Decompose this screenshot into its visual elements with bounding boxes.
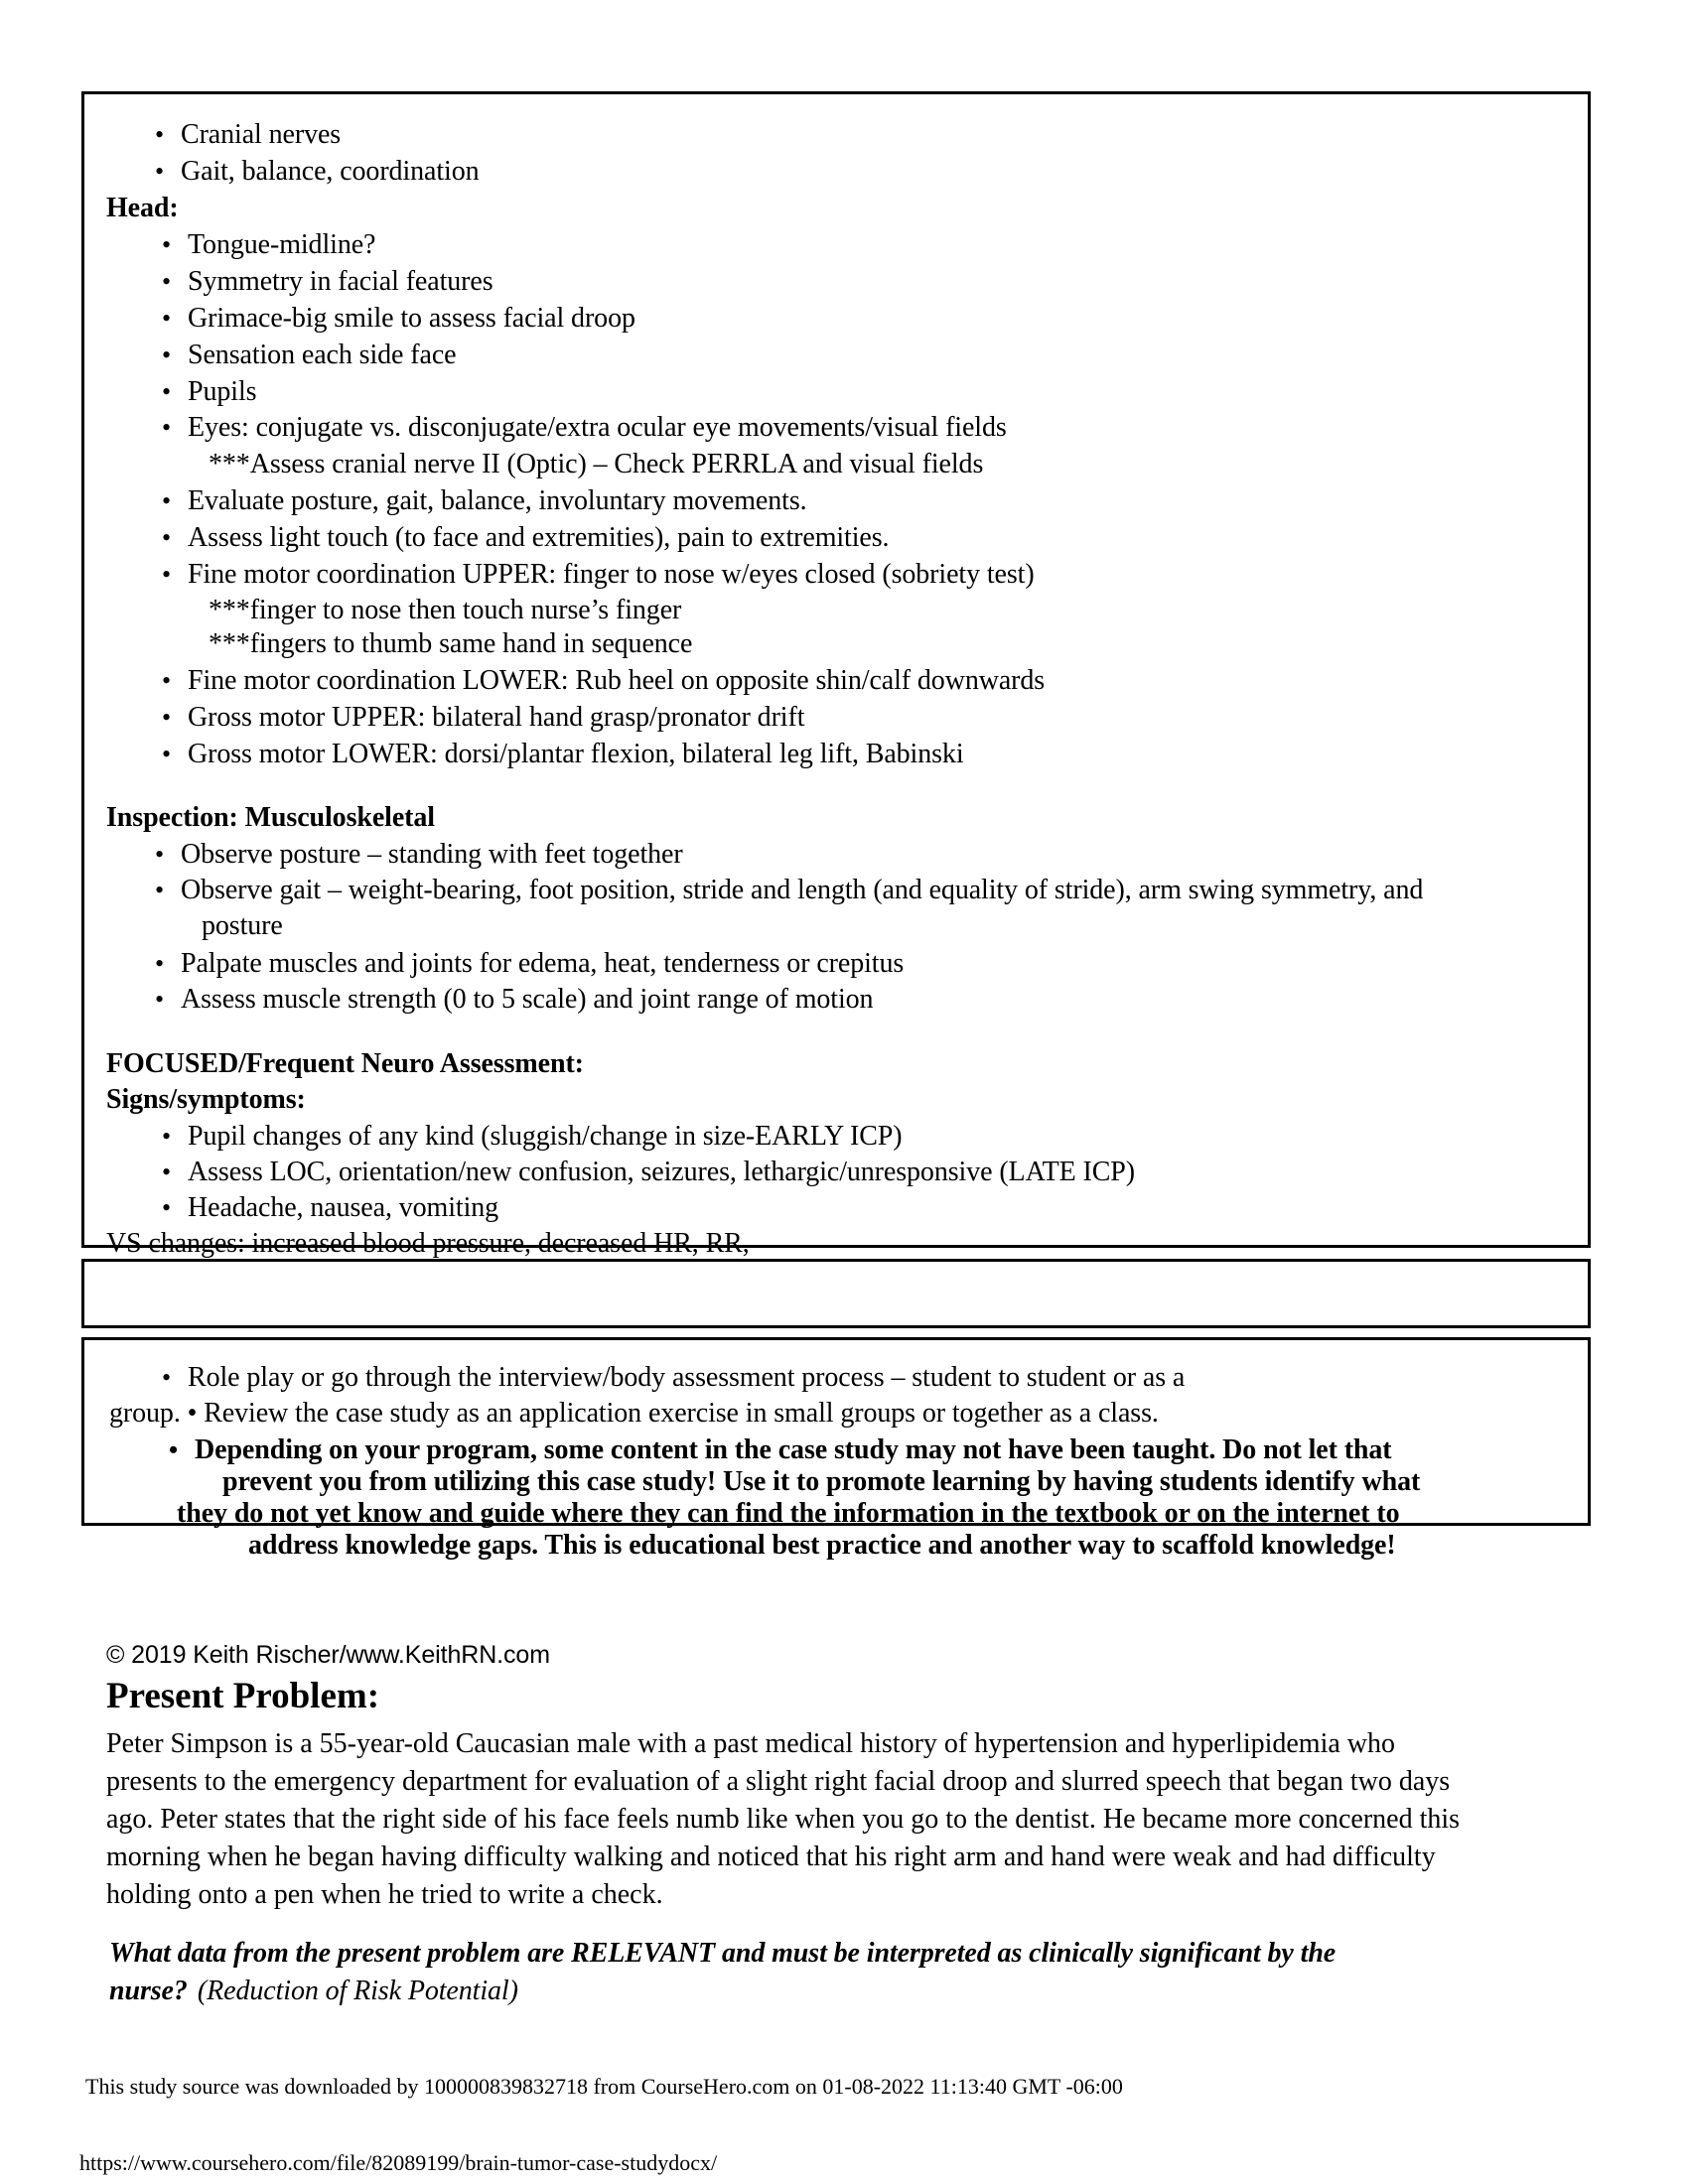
bullet-glyph: • (162, 486, 172, 515)
fine-motor-sub-note-2: ***fingers to thumb same hand in sequence (209, 628, 693, 659)
list-item: Tongue-midline? (188, 229, 376, 260)
bullet-glyph: • (162, 1363, 172, 1392)
bullet-glyph: • (155, 985, 165, 1014)
teaching-bold-line-2: prevent you from utilizing this case study! Use it to promote learning by having students identify what (222, 1466, 1421, 1497)
teaching-bold-line-3: they do not yet know and guide where they can find the information in the textbook or on the internet to (177, 1498, 1400, 1529)
bullet-glyph: • (155, 840, 165, 869)
list-item-wrap: posture (202, 910, 283, 941)
bullet-glyph: • (162, 740, 172, 768)
list-item: Evaluate posture, gait, balance, involuntary movements. (188, 485, 807, 516)
fine-motor-sub-note-1: ***finger to nose then touch nurse’s finger (209, 595, 682, 625)
bullet-glyph: • (155, 157, 165, 186)
list-item: Sensation each side face (188, 340, 457, 370)
teaching-line-1: Role play or go through the interview/body assessment process – student to student or as a (188, 1362, 1186, 1393)
list-item: Gross motor LOWER: dorsi/plantar flexion, bilateral leg lift, Babinski (188, 739, 964, 769)
teaching-bold-line-1: Depending on your program, some content in the case study may not have been taught. Do not let that (195, 1434, 1392, 1465)
download-notice: This study source was downloaded by 100000839832718 from CourseHero.com on 01-08-2022 11:13:40 GMT -06:00 (85, 2074, 1123, 2099)
bullet-glyph: • (162, 523, 172, 552)
question-line-2-rest: (Reduction of Risk Potential) (191, 1976, 518, 2006)
musculoskeletal-heading: Inspection: Musculoskeletal (106, 802, 435, 833)
bullet-glyph: • (155, 876, 165, 904)
bullet-glyph: • (162, 413, 172, 442)
bullet-glyph: • (162, 267, 172, 296)
list-item: Palpate muscles and joints for edema, heat, tenderness or crepitus (181, 948, 905, 979)
signs-heading: Signs/symptoms: (106, 1084, 306, 1115)
list-item: Fine motor coordination UPPER: finger to nose w/eyes closed (sobriety test) (188, 559, 1035, 590)
bullet-glyph: • (162, 560, 172, 589)
list-item: Symmetry in facial features (188, 266, 493, 297)
list-item: Fine motor coordination LOWER: Rub heel on opposite shin/calf downwards (188, 665, 1046, 696)
bullet-glyph: • (162, 1193, 172, 1222)
present-problem-line: ago. Peter states that the right side of his face feels numb like when you go to the dentist. He became more concerned this (106, 1804, 1461, 1835)
bullet-glyph: • (162, 1158, 172, 1186)
list-item: Pupil changes of any kind (sluggish/change in size-EARLY ICP) (188, 1121, 903, 1152)
list-item: Observe posture – standing with feet together (181, 839, 683, 870)
empty-box (81, 1259, 1591, 1328)
present-problem-line: morning when he began having difficulty walking and noticed that his right arm and hand were weak and had difficulty (106, 1842, 1436, 1872)
bullet-glyph: • (162, 1122, 172, 1151)
bullet-glyph: • (162, 666, 172, 695)
list-item: Gross motor UPPER: bilateral hand grasp/pronator drift (188, 702, 805, 733)
list-item: Headache, nausea, vomiting (188, 1192, 499, 1223)
list-item: Gait, balance, coordination (181, 156, 480, 187)
list-item: Assess LOC, orientation/new confusion, seizures, lethargic/unresponsive (LATE ICP) (188, 1157, 1135, 1187)
list-item: Observe gait – weight-bearing, foot position, stride and length (and equality of stride), arm swing symmetry, and (181, 875, 1424, 905)
bullet-glyph: • (162, 377, 172, 406)
list-item: Cranial nerves (181, 119, 342, 150)
copyright-line: © 2019 Keith Rischer/www.KeithRN.com (106, 1641, 550, 1669)
teaching-line-2: group. • Review the case study as an application exercise in small groups or together as a class. (109, 1398, 1159, 1429)
question-line-1: What data from the present problem are RELEVANT and must be interpreted as clinically significant by the (109, 1938, 1336, 1969)
teaching-bold-line-4: address knowledge gaps. This is educational best practice and another way to scaffold knowledge! (248, 1530, 1396, 1561)
bullet-glyph: • (162, 703, 172, 732)
list-item: Assess light touch (to face and extremities), pain to extremities. (188, 522, 890, 553)
question-line-2-bold: nurse? (109, 1976, 188, 2006)
present-problem-heading: Present Problem: (106, 1676, 380, 1716)
eyes-sub-note: ***Assess cranial nerve II (Optic) – Check PERRLA and visual fields (209, 449, 984, 479)
source-url: https://www.coursehero.com/file/82089199/brain-tumor-case-studydocx/ (79, 2150, 718, 2175)
list-item: Assess muscle strength (0 to 5 scale) and joint range of motion (181, 984, 874, 1015)
bullet-glyph: • (169, 1435, 179, 1464)
head-heading: Head: (106, 193, 179, 223)
focused-heading: FOCUSED/Frequent Neuro Assessment: (106, 1048, 584, 1079)
bullet-glyph: • (162, 341, 172, 369)
bullet-glyph: • (162, 230, 172, 259)
list-item: Grimace-big smile to assess facial droop (188, 303, 635, 334)
vs-changes-line: VS changes: increased blood pressure, decreased HR, RR, (106, 1228, 750, 1259)
present-problem-line: presents to the emergency department for evaluation of a slight right facial droop and slurred speech that began two days (106, 1766, 1451, 1797)
present-problem-line: holding onto a pen when he tried to write a check. (106, 1879, 663, 1910)
list-item: Eyes: conjugate vs. disconjugate/extra ocular eye movements/visual fields (188, 412, 1007, 443)
list-item: Pupils (188, 376, 257, 407)
bullet-glyph: • (155, 949, 165, 978)
present-problem-line: Peter Simpson is a 55-year-old Caucasian male with a past medical history of hypertension and hyperlipidemia who (106, 1728, 1396, 1759)
bullet-glyph: • (155, 120, 165, 149)
bullet-glyph: • (162, 304, 172, 333)
